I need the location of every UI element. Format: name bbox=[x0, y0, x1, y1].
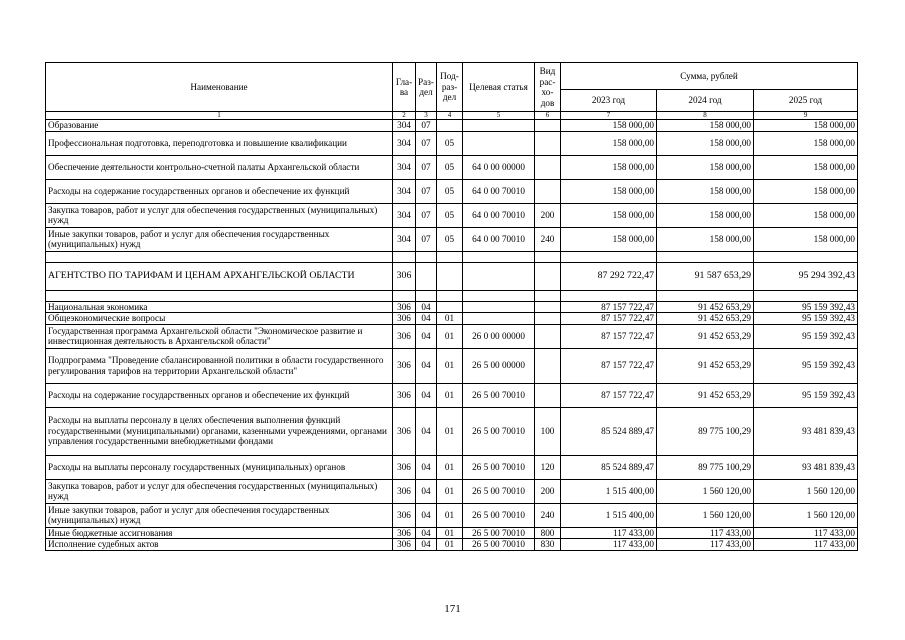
row-podrazdel-cell: 01 bbox=[437, 324, 463, 348]
table-row bbox=[46, 503, 858, 527]
row-razdel-cell: 04 bbox=[416, 301, 437, 313]
table-row bbox=[46, 313, 858, 325]
row-podrazdel-cell: 01 bbox=[437, 383, 463, 407]
header-sum: Сумма, рублей bbox=[561, 63, 858, 90]
row-razdel-cell: 04 bbox=[416, 455, 437, 479]
row-name-cell: Образование bbox=[46, 120, 393, 132]
row-vid-cell: 100 bbox=[535, 407, 561, 455]
row-name-cell: Расходы на выплаты персоналу в целях обеспечения выполнения функций государственными (муниципальными) органами, казенными учреждениями, органами управления государственными внебюджетными фондами bbox=[46, 407, 393, 455]
row-name-cell: Закупка товаров, работ и услуг для обеспечения государственных (муниципальных) нужд bbox=[46, 203, 393, 227]
header-target: Целевая статья bbox=[463, 63, 535, 112]
empty-cell bbox=[754, 251, 858, 262]
row-target-cell: 64 0 00 70010 bbox=[463, 227, 535, 251]
row-podrazdel-cell bbox=[437, 120, 463, 132]
row-2025-cell: 158 000,00 bbox=[754, 131, 858, 155]
row-2025-cell: 158 000,00 bbox=[754, 227, 858, 251]
row-2023-cell: 158 000,00 bbox=[561, 120, 657, 132]
empty-cell bbox=[416, 290, 437, 301]
row-2024-cell: 158 000,00 bbox=[657, 203, 754, 227]
row-target-cell: 64 0 00 70010 bbox=[463, 179, 535, 203]
row-glava-cell: 306 bbox=[393, 348, 416, 383]
empty-cell bbox=[535, 251, 561, 262]
column-number: 2 bbox=[393, 112, 416, 120]
row-2024-cell: 158 000,00 bbox=[657, 131, 754, 155]
row-2023-cell: 85 524 889,47 bbox=[561, 455, 657, 479]
header-year-2025: 2025 год bbox=[754, 90, 858, 112]
column-number: 4 bbox=[437, 112, 463, 120]
row-glava-cell: 306 bbox=[393, 455, 416, 479]
row-2025-cell: 158 000,00 bbox=[754, 203, 858, 227]
row-podrazdel-cell: 01 bbox=[437, 539, 463, 551]
header-vid: Вид рас-хо-дов bbox=[535, 63, 561, 112]
header-name: Наименование bbox=[46, 63, 393, 112]
table-body bbox=[46, 120, 858, 551]
table-row bbox=[46, 479, 858, 503]
row-name-cell: Государственная программа Архангельской области "Экономическое развитие и инвестиционная деятельность в Архангельской области" bbox=[46, 324, 393, 348]
empty-cell bbox=[393, 251, 416, 262]
empty-cell bbox=[657, 290, 754, 301]
row-glava-cell: 304 bbox=[393, 120, 416, 132]
row-vid-cell: 120 bbox=[535, 455, 561, 479]
row-vid-cell bbox=[535, 155, 561, 179]
row-target-cell: 26 5 00 70010 bbox=[463, 455, 535, 479]
row-2025-cell: 95 159 392,43 bbox=[754, 348, 858, 383]
row-2024-cell: 91 452 653,29 bbox=[657, 313, 754, 325]
row-target-cell bbox=[463, 131, 535, 155]
row-2025-cell: 95 159 392,43 bbox=[754, 301, 858, 313]
budget-table bbox=[45, 62, 858, 551]
table-row bbox=[46, 348, 858, 383]
row-glava-cell: 304 bbox=[393, 131, 416, 155]
row-2024-cell: 158 000,00 bbox=[657, 179, 754, 203]
row-target-cell: 64 0 00 70010 bbox=[463, 203, 535, 227]
empty-cell bbox=[437, 290, 463, 301]
row-2024-cell: 158 000,00 bbox=[657, 155, 754, 179]
row-podrazdel-cell bbox=[437, 262, 463, 290]
row-vid-cell bbox=[535, 301, 561, 313]
row-razdel-cell: 07 bbox=[416, 155, 437, 179]
row-2024-cell: 91 452 653,29 bbox=[657, 348, 754, 383]
row-2024-cell: 1 560 120,00 bbox=[657, 479, 754, 503]
row-target-cell: 26 5 00 00000 bbox=[463, 348, 535, 383]
row-2025-cell: 93 481 839,43 bbox=[754, 407, 858, 455]
row-2023-cell: 1 515 400,00 bbox=[561, 503, 657, 527]
empty-cell bbox=[657, 251, 754, 262]
row-name-cell: Закупка товаров, работ и услуг для обеспечения государственных (муниципальных) нужд bbox=[46, 479, 393, 503]
row-glava-cell: 306 bbox=[393, 383, 416, 407]
row-vid-cell bbox=[535, 348, 561, 383]
row-2025-cell: 95 159 392,43 bbox=[754, 313, 858, 325]
row-target-cell bbox=[463, 262, 535, 290]
row-podrazdel-cell: 05 bbox=[437, 227, 463, 251]
row-glava-cell: 306 bbox=[393, 527, 416, 539]
row-2025-cell: 117 433,00 bbox=[754, 539, 858, 551]
table-row bbox=[46, 155, 858, 179]
row-name-cell: Национальная экономика bbox=[46, 301, 393, 313]
row-podrazdel-cell: 01 bbox=[437, 527, 463, 539]
row-2025-cell: 95 294 392,43 bbox=[754, 262, 858, 290]
header-razdel: Раз-дел bbox=[416, 63, 437, 112]
empty-cell bbox=[561, 251, 657, 262]
row-podrazdel-cell bbox=[437, 301, 463, 313]
row-2024-cell: 91 587 653,29 bbox=[657, 262, 754, 290]
row-podrazdel-cell: 01 bbox=[437, 503, 463, 527]
table-row bbox=[46, 527, 858, 539]
row-podrazdel-cell: 01 bbox=[437, 455, 463, 479]
row-target-cell: 26 5 00 70010 bbox=[463, 383, 535, 407]
row-2024-cell: 117 433,00 bbox=[657, 539, 754, 551]
row-podrazdel-cell: 01 bbox=[437, 479, 463, 503]
row-vid-cell bbox=[535, 313, 561, 325]
row-2023-cell: 87 292 722,47 bbox=[561, 262, 657, 290]
row-razdel-cell: 04 bbox=[416, 527, 437, 539]
row-podrazdel-cell: 05 bbox=[437, 203, 463, 227]
row-2025-cell: 158 000,00 bbox=[754, 120, 858, 132]
row-2024-cell: 91 452 653,29 bbox=[657, 383, 754, 407]
row-podrazdel-cell: 01 bbox=[437, 313, 463, 325]
table-row bbox=[46, 131, 858, 155]
row-razdel-cell: 07 bbox=[416, 179, 437, 203]
empty-cell bbox=[535, 290, 561, 301]
header-podrazdel: Под-раз-дел bbox=[437, 63, 463, 112]
spacer-row bbox=[46, 290, 858, 301]
row-name-cell: Подпрограмма "Проведение сбалансированной политики в области государственного регулирования тарифов на территории Архангельской области" bbox=[46, 348, 393, 383]
row-name-cell: Иные закупки товаров, работ и услуг для обеспечения государственных (муниципальных) нужд bbox=[46, 503, 393, 527]
row-2023-cell: 158 000,00 bbox=[561, 179, 657, 203]
row-podrazdel-cell: 05 bbox=[437, 131, 463, 155]
row-name-cell: Обеспечение деятельности контрольно-счетной палаты Архангельской области bbox=[46, 155, 393, 179]
column-number: 1 bbox=[46, 112, 393, 120]
row-razdel-cell: 04 bbox=[416, 539, 437, 551]
column-number: 9 bbox=[754, 112, 858, 120]
row-vid-cell bbox=[535, 179, 561, 203]
row-2023-cell: 87 157 722,47 bbox=[561, 383, 657, 407]
row-target-cell: 26 5 00 70010 bbox=[463, 503, 535, 527]
row-2025-cell: 93 481 839,43 bbox=[754, 455, 858, 479]
table-row bbox=[46, 203, 858, 227]
row-name-cell: Расходы на выплаты персоналу государственных (муниципальных) органов bbox=[46, 455, 393, 479]
table-row bbox=[46, 539, 858, 551]
row-glava-cell: 306 bbox=[393, 479, 416, 503]
row-2023-cell: 158 000,00 bbox=[561, 203, 657, 227]
row-razdel-cell: 07 bbox=[416, 120, 437, 132]
page-number: 171 bbox=[444, 603, 461, 615]
row-2023-cell: 87 157 722,47 bbox=[561, 313, 657, 325]
row-target-cell bbox=[463, 301, 535, 313]
empty-cell bbox=[416, 251, 437, 262]
empty-cell bbox=[463, 251, 535, 262]
row-glava-cell: 306 bbox=[393, 313, 416, 325]
row-2025-cell: 158 000,00 bbox=[754, 179, 858, 203]
row-target-cell: 26 5 00 70010 bbox=[463, 539, 535, 551]
row-2025-cell: 95 159 392,43 bbox=[754, 383, 858, 407]
row-target-cell: 26 5 00 70010 bbox=[463, 527, 535, 539]
empty-cell bbox=[46, 290, 393, 301]
row-podrazdel-cell: 05 bbox=[437, 179, 463, 203]
row-target-cell: 26 5 00 70010 bbox=[463, 479, 535, 503]
row-glava-cell: 306 bbox=[393, 407, 416, 455]
row-target-cell: 26 0 00 00000 bbox=[463, 324, 535, 348]
row-2023-cell: 158 000,00 bbox=[561, 227, 657, 251]
row-podrazdel-cell: 01 bbox=[437, 407, 463, 455]
row-2024-cell: 158 000,00 bbox=[657, 227, 754, 251]
column-number: 3 bbox=[416, 112, 437, 120]
row-2023-cell: 117 433,00 bbox=[561, 527, 657, 539]
row-razdel-cell: 04 bbox=[416, 348, 437, 383]
row-vid-cell bbox=[535, 120, 561, 132]
row-target-cell bbox=[463, 120, 535, 132]
header-year-2024: 2024 год bbox=[657, 90, 754, 112]
table-row bbox=[46, 179, 858, 203]
row-razdel-cell: 04 bbox=[416, 313, 437, 325]
row-2024-cell: 91 452 653,29 bbox=[657, 324, 754, 348]
row-2023-cell: 87 157 722,47 bbox=[561, 324, 657, 348]
table-row bbox=[46, 324, 858, 348]
row-vid-cell: 240 bbox=[535, 227, 561, 251]
row-vid-cell bbox=[535, 262, 561, 290]
row-target-cell: 26 5 00 70010 bbox=[463, 407, 535, 455]
row-glava-cell: 306 bbox=[393, 262, 416, 290]
row-glava-cell: 306 bbox=[393, 324, 416, 348]
row-podrazdel-cell: 01 bbox=[437, 348, 463, 383]
row-razdel-cell: 04 bbox=[416, 479, 437, 503]
table-row bbox=[46, 262, 858, 290]
column-number-row bbox=[46, 112, 858, 120]
row-2024-cell: 89 775 100,29 bbox=[657, 455, 754, 479]
empty-cell bbox=[561, 290, 657, 301]
empty-cell bbox=[437, 251, 463, 262]
row-2025-cell: 158 000,00 bbox=[754, 155, 858, 179]
row-2025-cell: 117 433,00 bbox=[754, 527, 858, 539]
row-razdel-cell: 07 bbox=[416, 131, 437, 155]
row-glava-cell: 304 bbox=[393, 227, 416, 251]
row-vid-cell: 800 bbox=[535, 527, 561, 539]
empty-cell bbox=[463, 290, 535, 301]
table-row bbox=[46, 455, 858, 479]
row-vid-cell: 830 bbox=[535, 539, 561, 551]
row-2023-cell: 85 524 889,47 bbox=[561, 407, 657, 455]
row-razdel-cell: 07 bbox=[416, 227, 437, 251]
row-razdel-cell: 04 bbox=[416, 407, 437, 455]
row-2023-cell: 1 515 400,00 bbox=[561, 479, 657, 503]
row-target-cell: 64 0 00 00000 bbox=[463, 155, 535, 179]
table-row bbox=[46, 383, 858, 407]
row-2024-cell: 1 560 120,00 bbox=[657, 503, 754, 527]
row-2023-cell: 87 157 722,47 bbox=[561, 301, 657, 313]
row-vid-cell: 200 bbox=[535, 203, 561, 227]
row-name-cell: Иные бюджетные ассигнования bbox=[46, 527, 393, 539]
row-2023-cell: 117 433,00 bbox=[561, 539, 657, 551]
row-2024-cell: 89 775 100,29 bbox=[657, 407, 754, 455]
empty-cell bbox=[393, 290, 416, 301]
row-vid-cell: 240 bbox=[535, 503, 561, 527]
row-vid-cell bbox=[535, 324, 561, 348]
row-target-cell bbox=[463, 313, 535, 325]
table-row bbox=[46, 407, 858, 455]
row-name-cell: Исполнение судебных актов bbox=[46, 539, 393, 551]
table-row bbox=[46, 227, 858, 251]
row-name-cell: Расходы на содержание государственных органов и обеспечение их функций bbox=[46, 383, 393, 407]
row-2024-cell: 91 452 653,29 bbox=[657, 301, 754, 313]
row-name-cell: Профессиональная подготовка, переподготовка и повышение квалификации bbox=[46, 131, 393, 155]
row-2025-cell: 1 560 120,00 bbox=[754, 479, 858, 503]
row-vid-cell bbox=[535, 131, 561, 155]
row-vid-cell: 200 bbox=[535, 479, 561, 503]
column-number: 8 bbox=[657, 112, 754, 120]
empty-cell bbox=[754, 290, 858, 301]
row-glava-cell: 304 bbox=[393, 203, 416, 227]
row-razdel-cell: 07 bbox=[416, 203, 437, 227]
row-glava-cell: 306 bbox=[393, 301, 416, 313]
row-razdel-cell: 04 bbox=[416, 324, 437, 348]
row-2023-cell: 158 000,00 bbox=[561, 155, 657, 179]
row-2024-cell: 158 000,00 bbox=[657, 120, 754, 132]
row-name-cell: Общеэкономические вопросы bbox=[46, 313, 393, 325]
row-glava-cell: 304 bbox=[393, 179, 416, 203]
row-2023-cell: 158 000,00 bbox=[561, 131, 657, 155]
row-razdel-cell: 04 bbox=[416, 383, 437, 407]
column-number: 5 bbox=[463, 112, 535, 120]
column-number: 7 bbox=[561, 112, 657, 120]
column-number: 6 bbox=[535, 112, 561, 120]
row-2024-cell: 117 433,00 bbox=[657, 527, 754, 539]
row-name-cell: Иные закупки товаров, работ и услуг для обеспечения государственных (муниципальных) нужд bbox=[46, 227, 393, 251]
row-2023-cell: 87 157 722,47 bbox=[561, 348, 657, 383]
spacer-row bbox=[46, 251, 858, 262]
row-2025-cell: 95 159 392,43 bbox=[754, 324, 858, 348]
header-year-2023: 2023 год bbox=[561, 90, 657, 112]
row-name-cell: Расходы на содержание государственных органов и обеспечение их функций bbox=[46, 179, 393, 203]
header-glava: Гла-ва bbox=[393, 63, 416, 112]
table-row bbox=[46, 120, 858, 132]
row-name-cell: АГЕНТСТВО ПО ТАРИФАМ И ЦЕНАМ АРХАНГЕЛЬСКОЙ ОБЛАСТИ bbox=[46, 262, 393, 290]
row-podrazdel-cell: 05 bbox=[437, 155, 463, 179]
row-vid-cell bbox=[535, 383, 561, 407]
empty-cell bbox=[46, 251, 393, 262]
row-glava-cell: 306 bbox=[393, 503, 416, 527]
row-razdel-cell bbox=[416, 262, 437, 290]
row-razdel-cell: 04 bbox=[416, 503, 437, 527]
row-glava-cell: 304 bbox=[393, 155, 416, 179]
table-row bbox=[46, 301, 858, 313]
row-glava-cell: 306 bbox=[393, 539, 416, 551]
row-2025-cell: 1 560 120,00 bbox=[754, 503, 858, 527]
